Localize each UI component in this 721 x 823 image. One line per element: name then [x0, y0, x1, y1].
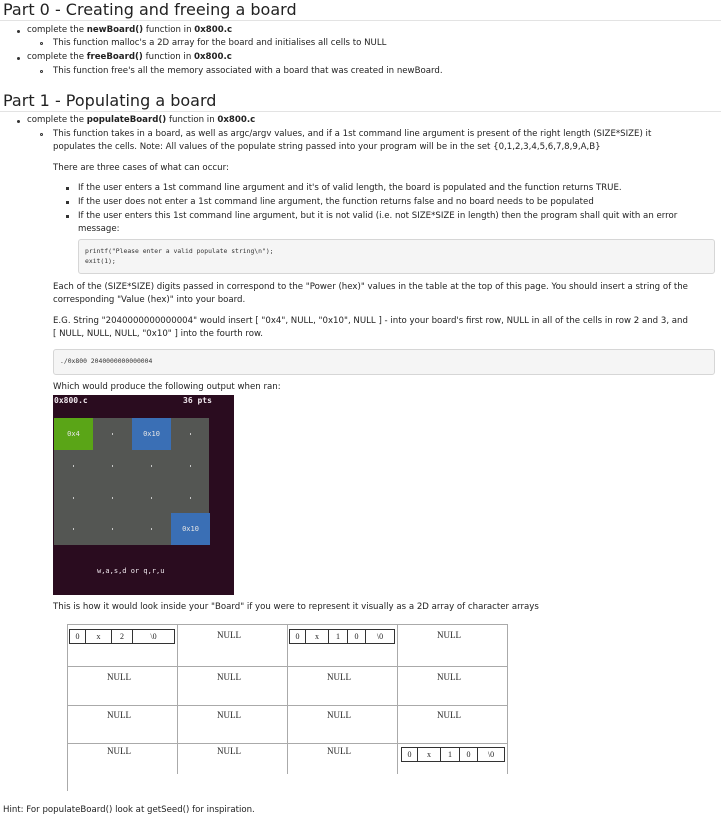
game-board — [54, 418, 209, 545]
grid-line — [287, 624, 288, 774]
case-invalid-2: message: — [78, 224, 120, 234]
game-title: 0x800.c — [54, 396, 88, 405]
code-line: exit(1); — [85, 257, 116, 265]
board-cell — [132, 513, 171, 545]
cases-intro: There are three cases of what can occur: — [53, 163, 229, 173]
game-points: 36 pts — [183, 396, 212, 405]
null-cell: NULL — [217, 710, 241, 720]
null-cell: NULL — [217, 672, 241, 682]
null-cell: NULL — [217, 630, 241, 640]
case-valid: If the user enters a 1st command line argument and it's of valid length, the board is populated and the function returns TRUE. — [78, 183, 622, 193]
char-array-0x10: 0 x 1 0 \0 — [401, 747, 505, 762]
grid-line — [177, 624, 178, 774]
populateboard-desc-2: populates the cells. Note: All values of the populate string passed into your program will be in the set {0,1,2,3,4,5,6,7,8,9,A,B} — [53, 142, 601, 152]
char-array-0x10: 0 x 1 0 \0 — [289, 629, 395, 644]
board-cell — [171, 450, 210, 482]
part0-divider — [0, 20, 721, 21]
bullet — [17, 30, 20, 33]
part0-heading: Part 0 - Creating and freeing a board — [3, 0, 297, 19]
board-cell — [93, 513, 132, 545]
newboard-description: This function malloc's a 2D array for the board and initialises all cells to NULL — [53, 38, 387, 48]
bullet — [66, 215, 69, 218]
board-cell — [171, 482, 210, 514]
command-code-block — [53, 349, 715, 375]
bullet — [66, 201, 69, 204]
file-name: 0x800.c — [194, 25, 233, 35]
board-cell — [171, 418, 210, 450]
board-cell: 0x10 — [132, 418, 171, 450]
null-cell: NULL — [437, 672, 461, 682]
para-example-1: E.G. String "2040000000000004" would insert [ "0x4", NULL, "0x10", NULL ] - into your board's first row, NULL in all of the cells in row 2 and 3, and — [53, 316, 688, 326]
newboard-fn: newBoard() — [86, 25, 144, 35]
para-example-2: [ NULL, NULL, NULL, "0x10" ] into the fourth row. — [53, 329, 263, 339]
grid-line — [67, 790, 68, 791]
freeboard-fn: freeBoard() — [86, 52, 143, 62]
bullet — [40, 70, 43, 73]
code-line: ./0x800 2040000000000004 — [60, 357, 153, 365]
char-array-0x4: 0 x 2 \0 — [69, 629, 175, 644]
grid-line — [67, 624, 68, 790]
part1-divider — [0, 111, 721, 112]
populateboard-desc-1: This function takes in a board, as well as argc/argv values, and if a 1st command line argument is present of the right length (SIZE*SIZE) it — [53, 129, 652, 139]
part1-bullet-populateboard: complete the populateBoard() function in 0x800.c — [27, 115, 256, 125]
board-cell — [93, 450, 132, 482]
board-cell — [54, 482, 93, 514]
array-representation-table — [67, 624, 508, 790]
grid-line — [397, 624, 398, 774]
board-cell — [132, 450, 171, 482]
null-cell: NULL — [327, 672, 351, 682]
board-cell — [132, 482, 171, 514]
bullet — [66, 187, 69, 190]
bullet — [40, 42, 43, 45]
case-invalid-1: If the user enters this 1st command line argument, but it is not valid (i.e. not SIZE*SIZE in length) then the program shall quit with an error — [78, 211, 678, 221]
board-cell: 0x10 — [171, 513, 210, 545]
null-cell: NULL — [107, 746, 131, 756]
output-intro: Which would produce the following output when ran: — [53, 382, 281, 392]
para-values-1: Each of the (SIZE*SIZE) digits passed in correspond to the "Power (hex)" values in the table at the top of this page. You should insert a string of the — [53, 282, 688, 292]
board-cell — [54, 513, 93, 545]
null-cell: NULL — [327, 746, 351, 756]
visual-intro: This is how it would look inside your "Board" if you were to represent it visually as a 2D array of character arrays — [53, 602, 539, 612]
null-cell: NULL — [437, 710, 461, 720]
game-output-screenshot — [53, 395, 234, 595]
grid-line — [507, 624, 508, 774]
board-cell — [54, 450, 93, 482]
populateboard-fn: populateBoard() — [86, 115, 167, 125]
bullet — [17, 120, 20, 123]
board-cell — [93, 418, 132, 450]
hint-text: Hint: For populateBoard() look at getSeed() for inspiration. — [3, 805, 255, 815]
error-code-block — [78, 239, 715, 274]
null-cell: NULL — [437, 630, 461, 640]
bullet — [40, 133, 43, 136]
bullet — [17, 57, 20, 60]
case-missing: If the user does not enter a 1st command line argument, the function returns false and no board needs to be populated — [78, 197, 594, 207]
para-values-2: corresponding "Value (hex)" into your board. — [53, 295, 246, 305]
part1-heading: Part 1 - Populating a board — [3, 91, 217, 110]
freeboard-description: This function free's all the memory associated with a board that was created in newBoard. — [53, 66, 443, 76]
code-line: printf("Please enter a valid populate string\n"); — [85, 247, 274, 255]
board-cell — [93, 482, 132, 514]
board-cell: 0x4 — [54, 418, 93, 450]
null-cell: NULL — [107, 710, 131, 720]
file-name: 0x800.c — [217, 115, 256, 125]
game-controls: w,a,s,d or q,r,u — [97, 567, 165, 575]
null-cell: NULL — [327, 710, 351, 720]
file-name: 0x800.c — [194, 52, 232, 62]
null-cell: NULL — [217, 746, 241, 756]
part0-bullet-freeboard: complete the freeBoard() function in 0x800.c — [27, 52, 232, 62]
null-cell: NULL — [107, 672, 131, 682]
part0-bullet-newboard: complete the newBoard() function in 0x800.c — [27, 25, 233, 35]
